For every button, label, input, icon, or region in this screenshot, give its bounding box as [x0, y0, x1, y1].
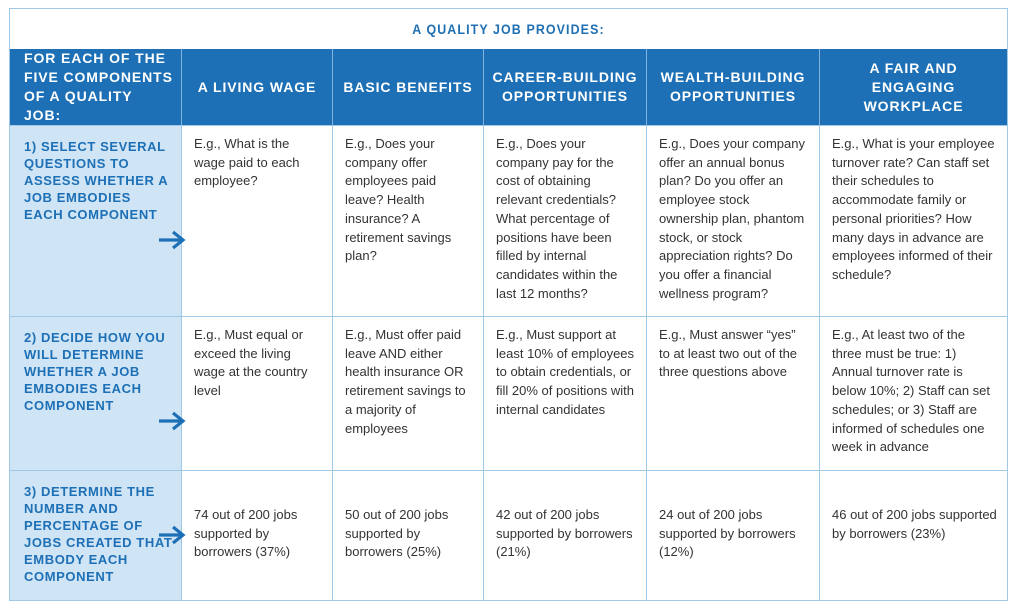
arrow-right-icon — [157, 230, 187, 250]
quality-job-table-frame — [9, 8, 1008, 601]
column-header-wealth-building: WEALTH-BUILDING OPPORTUNITIES — [646, 49, 819, 125]
row-header-select-questions — [10, 125, 181, 316]
row-header-label: 3) DETERMINE THE NUMBER AND PERCENTAGE OF JOBS CREATED THAT EMBODY EACH COMPONENT — [24, 484, 173, 584]
table-cell: E.g., What is your employee turnover rate? Can staff set their schedules to accommodate family or personal priorities? How many days in advance are employees informed of their schedule? — [819, 125, 1007, 316]
row-header-determine-number — [10, 470, 181, 600]
column-header-career-building: CAREER-BUILDING OPPORTUNITIES — [483, 49, 646, 125]
table-cell: E.g., Does your company pay for the cost of obtaining relevant credentials? What percentage of positions have been filled by internal candidates within the last 12 months? — [483, 125, 646, 316]
table-cell: E.g., Must equal or exceed the living wage at the country level — [181, 316, 332, 470]
table-cell: 46 out of 200 jobs supported by borrowers (23%) — [819, 470, 1007, 600]
table-cell: E.g., Does your company offer employees paid leave? Health insurance? A retirement savings plan? — [332, 125, 483, 316]
quality-job-grid — [10, 49, 1007, 600]
row-header-label: 2) DECIDE HOW YOU WILL DETERMINE WHETHER A JOB EMBODIES EACH COMPONENT — [24, 330, 166, 413]
row-header-label: 1) SELECT SEVERAL QUESTIONS TO ASSESS WHETHER A JOB EMBODIES EACH COMPONENT — [24, 139, 168, 222]
table-cell: 24 out of 200 jobs supported by borrowers (12%) — [646, 470, 819, 600]
table-cell: E.g., At least two of the three must be true: 1) Annual turnover rate is below 10%; 2) Staff can set schedules; or 3) Staff are informed of schedules one week in advance — [819, 316, 1007, 470]
table-title: A QUALITY JOB PROVIDES: — [412, 21, 605, 37]
column-header-basic-benefits: BASIC BENEFITS — [332, 49, 483, 125]
table-cell: E.g., Must offer paid leave AND either health insurance OR retirement savings to a majority of employees — [332, 316, 483, 470]
corner-header: FOR EACH OF THE FIVE COMPONENTS OF A QUALITY JOB: — [10, 49, 181, 125]
arrow-right-icon — [157, 525, 187, 545]
row-header-decide-how — [10, 316, 181, 470]
arrow-right-icon — [157, 411, 187, 431]
table-cell: E.g., Does your company offer an annual bonus plan? Do you offer an employee stock ownership plan, phantom stock, or stock appreciation rights? Do you offer a financial wellness program? — [646, 125, 819, 316]
table-cell: 74 out of 200 jobs supported by borrowers (37%) — [181, 470, 332, 600]
column-header-living-wage: A LIVING WAGE — [181, 49, 332, 125]
table-cell: E.g., What is the wage paid to each employee? — [181, 125, 332, 316]
table-cell: 42 out of 200 jobs supported by borrowers (21%) — [483, 470, 646, 600]
table-cell: 50 out of 200 jobs supported by borrowers (25%) — [332, 470, 483, 600]
table-cell: E.g., Must answer “yes” to at least two out of the three questions above — [646, 316, 819, 470]
column-header-fair-workplace: A FAIR AND ENGAGING WORKPLACE — [819, 49, 1007, 125]
table-cell: E.g., Must support at least 10% of employees to obtain credentials, or fill 20% of positions with internal candidates — [483, 316, 646, 470]
